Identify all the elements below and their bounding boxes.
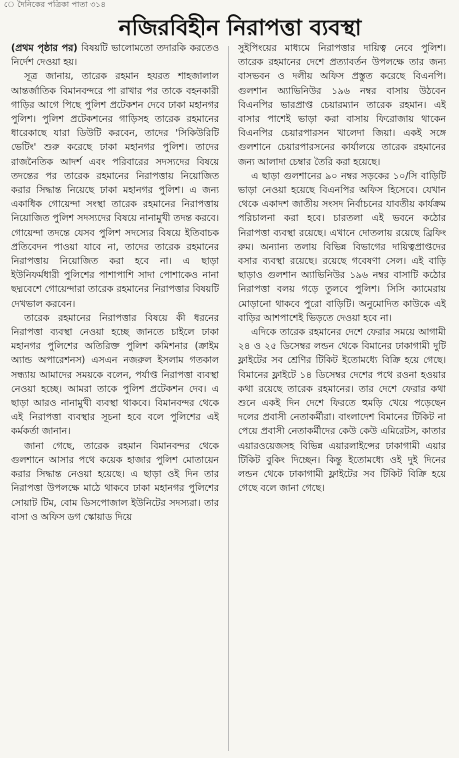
top-strip: ে দৈনিকের পত্রিকা পাতা ৩১৪: [4, 0, 106, 9]
article-paragraph: সূত্র জানায়, তারেক রহমান হযরত শাহজালাল আন্তর্জাতিক বিমানবন্দরে পা রাখার পর তাকে বহনকারী গাড়ির আগে পিছে পুলিশ প্রটেকশন দেবে ঢাকা মহানগর পুলিশ। পুলিশ প্রটেকশনের গাড়িসহ তারেক রহমানের ধারেকাছে যারা ডিউটি করবেন, তাদের 'সিকিউরিটি ভেটিং' শুরু করেছে ঢাকা মহানগর পুলিশ। তাদের রাজনৈতিক আদর্শ এবং পরিবারের সদস্যদের বিষয়ে তদন্তের পর তারেক রহমানের নিরাপত্তায় নিয়োজিত করার সিদ্ধান্ত নিয়েছে ঢাকা মহানগর পুলিশ। এ জন্য একাধিক গোয়েন্দা সংস্থা তারেক রহমানের নিরাপত্তায় নিয়োজিত পুলিশ সদস্যদের বিষয়ে নানামুখী তদন্ত করবে। গোয়েন্দা তদন্তে যেসব পুলিশ সদস্যের বিষয়ে ইতিবাচক প্রতিবেদন পাওয়া যাবে না, তাদের তারেক রহমানের নিরাপত্তায় নিয়োজিত করা হবে না। এ ছাড়া ইউনিফর্মধারী পুলিশের পাশাপাশি সাদা পোশাকেও নানা ছদ্মবেশে গোয়েন্দারা তারেক রহমানের নিরাপত্তার বিষয়টি দেখভাল করবেন।: [11, 71, 219, 310]
article-paragraph: তারেক রহমানের নিরাপত্তার বিষয়ে কী ধরনের নিরাপত্তা ব্যবস্থা নেওয়া হচ্ছে জানতে চাইলে ঢাকা মহানগর পুলিশের অতিরিক্ত পুলিশ কমিশনার (ক্রাইম অ্যান্ড অপারেশনস) এসএন নজরুল ইসলাম গতকাল সন্ধ্যায় আমাদের সময়কে বলেন, পর্যাপ্ত নিরাপত্তা ব্যবস্থা নেওয়া হচ্ছে। আমরা তাকে পুলিশ প্রটেকশন দেব। এ ছাড়া আরও নানামুখী ব্যবস্থা থাকবে। বিমানবন্দর থেকে এই নিরাপত্তা ব্যবস্থার সূচনা হবে বলে পুলিশের এই কর্মকর্তা জানান।: [11, 312, 219, 438]
paragraph-text: বিষয়টি ভালোমতো তদারকি করতেও নির্দেশ দেওয়া হয়।: [11, 43, 219, 69]
article-paragraph: এদিকে তারেক রহমানের দেশে ফেরার সময়ে আগামী ২৪ ও ২৫ ডিসেম্বর লন্ডন থেকে বিমানের ঢাকাগামী দুটি ফ্লাইটের সব শ্রেণির টিকিট ইতোমধ্যে বিক্রি হয়ে গেছে। বিমানের ফ্লাইটে ১৪ ডিসেম্বর দেশের পথে রওনা হওয়ার কথা রয়েছে তারেক রহমানের। তার দেশে ফেরার কথা শুনে একই দিন দেশে ফিরতে হুমড়ি খেয়ে পড়েছেন দলের প্রবাসী নেতাকর্মীরা। বাংলাদেশ বিমানের টিকিট না পেয়ে প্রবাসী নেতাকর্মীদের কেউ কেউ এমিরেটস, কাতার এয়ারওয়েজসহ বিভিন্ন এয়ারলাইন্সের ঢাকাগামী এয়ার টিকিট বুকিং দিচ্ছেন। কিন্তু ইতোমধ্যে ওই দুই দিনের লন্ডন থেকে ঢাকাগামী ফ্লাইটের সব টিকিট বিক্রি হয়ে গেছে বলে জানা গেছে।: [238, 327, 446, 495]
column-divider: [228, 46, 229, 751]
left-column: [11, 40, 219, 756]
headline: নজিরবিহীন নিরাপত্তা ব্যবস্থা: [118, 16, 362, 41]
article-paragraph: সুইপিংয়ের মাধ্যমে নিরাপত্তার দায়িত্ব নেবে পুলিশ। তারেক রহমানের দেশে প্রত্যাবর্তন উপলক্ষে তার জন্য বাসভবন ও দলীয় অফিস প্রস্তুত করেছে বিএনপি। গুলশান অ্যাভিনিউর ১৯৬ নম্বর বাসায় উঠবেন বিএনপির ভারপ্রাপ্ত চেয়ারম্যান তারেক রহমান। এই বাসার পাশেই ভাড়া করা বাসায় ফিরোজায় থাকেন বিএনপির চেয়ারপারসন খালেদা জিয়া। একই সঙ্গে গুলশানে চেয়ারপারসনের কার্যালয়ে তারেক রহমানের জন্য আলাদা চেম্বার তৈরি করা হয়েছে।: [238, 43, 446, 168]
continued-label: (প্রথম পৃষ্ঠার পর): [11, 43, 78, 54]
article-paragraph: জানা গেছে, তারেক রহমান বিমানবন্দর থেকে গুলশানে আসার পথে কয়েক হাজার পুলিশ মোতায়েন করার সিদ্ধান্ত নেওয়া হয়েছে। এ ছাড়া ওই দিন তার নিরাপত্তা উপলক্ষে মাঠে থাকবে ঢাকা মহানগর পুলিশের সোয়াট টিম, বোম ডিসপোজাল ইউনিটের সদস্যরা। তার বাসা ও অফিস ডগ স্কোয়াড দিয়ে: [11, 440, 219, 523]
lead-paragraph: [11, 42, 219, 70]
right-column: [238, 40, 446, 756]
article-paragraph: এ ছাড়া গুলশানের ৯০ নম্বর সড়কের ১০/সি বাড়িটি ভাড়া নেওয়া হয়েছে বিএনপির অফিস হিসেবে। যেখান থেকে একাদশ জাতীয় সংসদ নির্বাচনের যাবতীয় কার্যক্রম পরিচালনা করা হবে। চারতলা এই ভবনে কঠোর নিরাপত্তা ব্যবস্থা রয়েছে। এখানে দোতলায় রয়েছে ব্রিফিং রুম। অন্যান্য তলায় বিভিন্ন বিভাগের দায়িত্বপ্রাপ্তদের বসার ব্যবস্থা রয়েছে। রয়েছে গবেষণা সেল। এই বাড়ি ছাড়াও গুলশান অ্যাভিনিউর ১৯৬ নম্বর বাসাটি কঠোর নিরাপত্তা বলয় গড়ে তুলবে পুলিশ। সিসি ক্যামেরায় মোড়ানো থাকবে পুরো বাড়িটি। অনুমোদিত কাউকে এই বাড়ির আশপাশেই ভিড়তে দেওয়া হবে না।: [238, 170, 446, 324]
